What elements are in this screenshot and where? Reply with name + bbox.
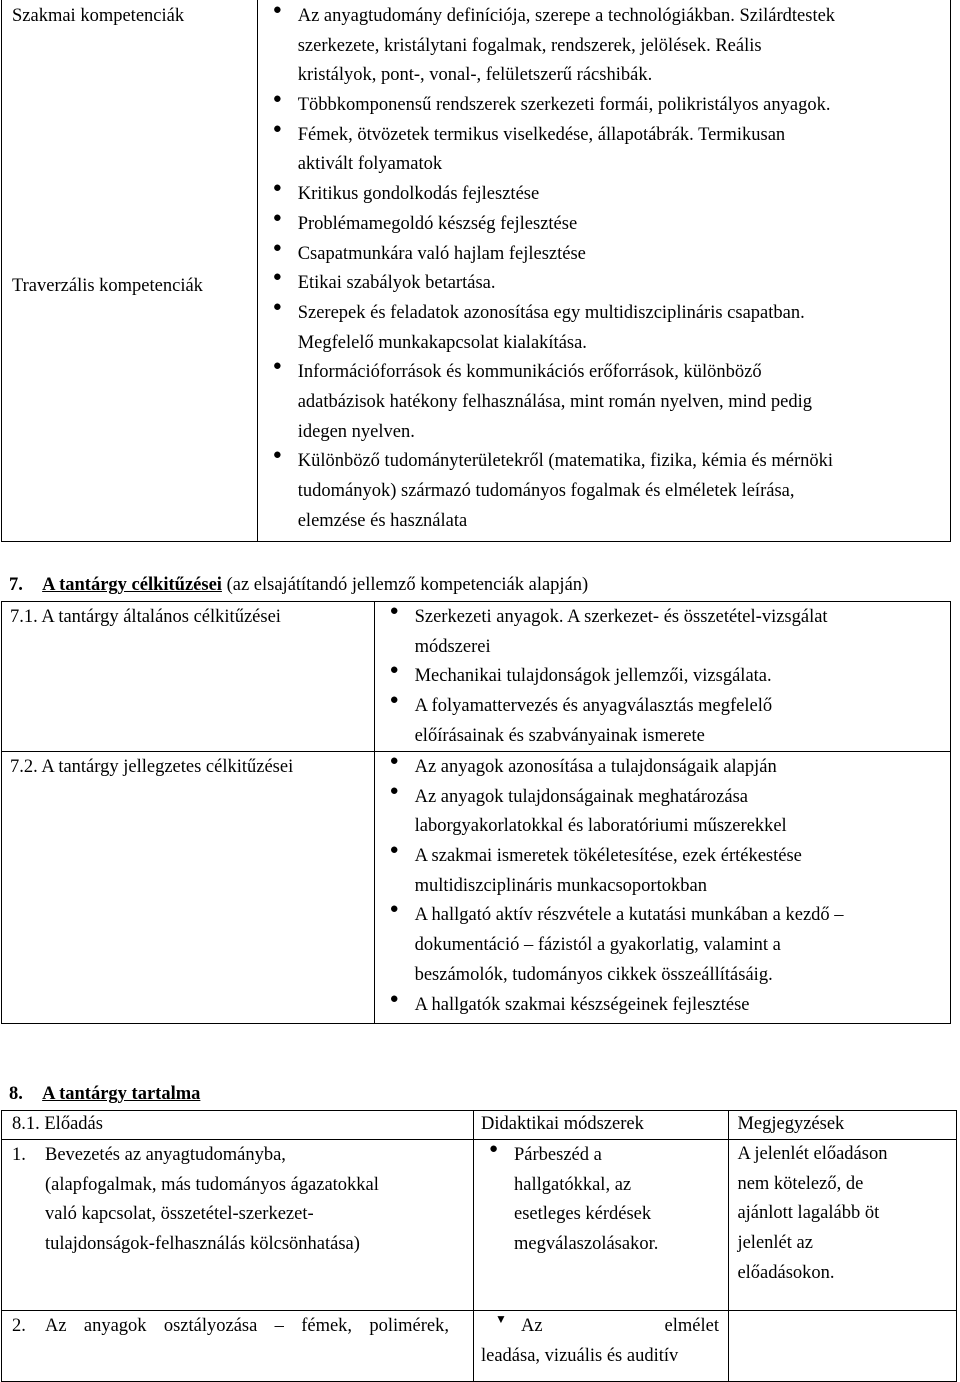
list-item: ● Párbeszéd a hallgatókkal, az esetleges kérdések megválaszolásakor.	[489, 1141, 659, 1255]
table-row	[2, 1140, 957, 1311]
bullet-icon: ●	[272, 91, 282, 108]
professional-competencies-label: Szakmai kompetenciák	[12, 6, 185, 26]
list-item: ● Különböző tudományterületekről (matematika, fizika, kémia és mérnöki tudományok) származó tudományos fogalmak és elméletek leírása, elemzése és használata	[272, 447, 834, 531]
list-item: ● Csapatmunkára való hajlam fejlesztése	[272, 239, 586, 264]
content-table	[1, 1110, 957, 1382]
list-item: ● Fémek, ötvözetek termikus viselkedése, állapotábrák. Termikusan aktivált folyamatok	[272, 120, 786, 175]
header-methods: Didaktikai módszerek	[481, 1114, 644, 1134]
row2-number: 2.	[12, 1316, 26, 1336]
competencies-label-cell	[2, 0, 258, 542]
header-notes: Megjegyzések	[737, 1114, 845, 1134]
competencies-table	[1, 0, 951, 542]
objectives-table	[1, 601, 951, 1024]
competencies-content-cell	[257, 0, 950, 542]
bullet-icon: ●	[272, 447, 282, 464]
row1-methods-cell	[474, 1140, 729, 1311]
row1-number: 1.	[12, 1145, 26, 1165]
bullet-icon: ●	[389, 603, 399, 619]
row1-methods	[489, 1141, 659, 1260]
row2-content-cell	[2, 1311, 474, 1382]
bullet-icon: ●	[389, 842, 399, 859]
transversal-competencies-label: Traverzális kompetenciák	[12, 276, 203, 296]
row1-content: Bevezetés az anyagtudományba, (alapfogalmak, más tudományos ágazatokkal való kapcsolat, összetétel-szerkezet- tulajdonságok-felhasználás kölcsönhatása)	[45, 1145, 379, 1255]
bullet-icon: ●	[272, 2, 282, 18]
list-item: ● Kritikus gondolkodás fejlesztése	[272, 180, 540, 205]
row1-content-cell	[2, 1140, 474, 1311]
header-methods-cell	[474, 1111, 729, 1140]
general-objectives-label: 7.1. A tantárgy általános célkitűzései	[10, 607, 281, 627]
bullet-icon: ▼	[495, 1312, 507, 1326]
list-item: ● Szerkezeti anyagok. A szerkezet- és összetétel-vizsgálat módszerei	[389, 603, 828, 657]
list-item: ● Többkomponensű rendszerek szerkezeti formái, polikristályos anyagok.	[272, 91, 831, 116]
list-item: ● A hallgatók szakmai készségeinek fejlesztése	[389, 990, 750, 1015]
bullet-icon: ●	[272, 120, 282, 137]
bullet-icon: ●	[389, 753, 399, 769]
table-row	[2, 1311, 957, 1382]
bullet-icon: ●	[272, 269, 282, 286]
bullet-icon: ●	[389, 990, 399, 1007]
row2-content: Az anyagok osztályozása – fémek, polimérek,	[45, 1316, 449, 1336]
list-item: ● Mechanikai tulajdonságok jellemzői, vizsgálata.	[389, 662, 772, 687]
list-item: ● Etikai szabályok betartása.	[272, 269, 496, 294]
bullet-icon: ●	[272, 298, 282, 315]
general-objectives-cell	[374, 602, 950, 752]
list-item: ● Szerepek és feladatok azonosítása egy multidiszciplináris csapatban. Megfelelő munkakapcsolat kialakítása.	[272, 298, 805, 353]
list-item: ● Információforrások és kommunikációs erőforrások, különböző adatbázisok hatékony felhasználása, mint román nyelven, mind pedig idegen nyelven.	[272, 358, 812, 442]
list-item: ● Az anyagtudomány definíciója, szerepe a technológiákban. Szilárdtestek szerkezete, kristálytani fogalmak, rendszerek, jelölések. Reális kristályok, pont-, vonal-, felületszerű rácshibák.	[272, 2, 836, 86]
specific-objectives-label-cell	[2, 752, 375, 1024]
bullet-icon: ●	[389, 692, 399, 709]
specific-objectives-label: 7.2. A tantárgy jellegzetes célkitűzései	[10, 757, 294, 777]
bullet-icon: ●	[389, 782, 399, 799]
list-item: ▼ Az elmélet	[495, 1312, 719, 1336]
bullet-icon: ●	[272, 209, 282, 226]
bullet-icon: ●	[389, 901, 399, 918]
row2-methods: ▼ Az elmélet leadása, vizuális és auditív	[481, 1312, 719, 1366]
bullet-icon: ●	[389, 662, 399, 679]
bullet-icon: ●	[272, 239, 282, 256]
bullet-icon: ●	[489, 1141, 499, 1157]
row1-notes: A jelenlét előadáson nem kötelező, de ajánlott lagalább öt jelenlét az előadásokon.	[737, 1144, 888, 1283]
header-lecture: 8.1. Előadás	[12, 1114, 103, 1134]
row2-methods-cell	[474, 1311, 729, 1382]
list-item: ● A hallgató aktív részvétele a kutatási munkában a kezdő – dokumentáció – fázistól a gyakorlatig, valamint a beszámolók, tudományos cikkek összeállításáig.	[389, 901, 844, 985]
row1-notes-cell	[729, 1140, 957, 1311]
list-item: ● Problémamegoldó készség fejlesztése	[272, 209, 578, 234]
list-item: ● Az anyagok azonosítása a tulajdonságaik alapján	[389, 753, 777, 777]
general-objectives-label-cell	[2, 602, 375, 752]
list-item: ● A folyamattervezés és anyagválasztás megfelelő előírásainak és szabványainak ismerete	[389, 692, 773, 746]
row2-notes-cell	[729, 1311, 957, 1382]
general-objectives-list	[389, 603, 828, 751]
bullet-icon: ●	[272, 180, 282, 197]
header-lecture-cell	[2, 1111, 474, 1140]
competencies-list	[272, 2, 943, 536]
specific-objectives-cell	[374, 752, 950, 1024]
bullet-icon: ●	[272, 358, 282, 375]
section8-heading: 8. A tantárgy tartalma	[9, 1084, 201, 1104]
specific-objectives-list	[389, 753, 844, 1020]
header-notes-cell	[729, 1111, 957, 1140]
list-item: ● A szakmai ismeretek tökéletesítése, ezek értékestése multidiszciplináris munkacsoportokban	[389, 842, 802, 896]
section7-heading: 7. A tantárgy célkitűzései (az elsajátítandó jellemző kompetenciák alapján)	[9, 575, 589, 595]
list-item: ● Az anyagok tulajdonságainak meghatározása laborgyakorlatokkal és laboratóriumi műszerekkel	[389, 782, 787, 837]
